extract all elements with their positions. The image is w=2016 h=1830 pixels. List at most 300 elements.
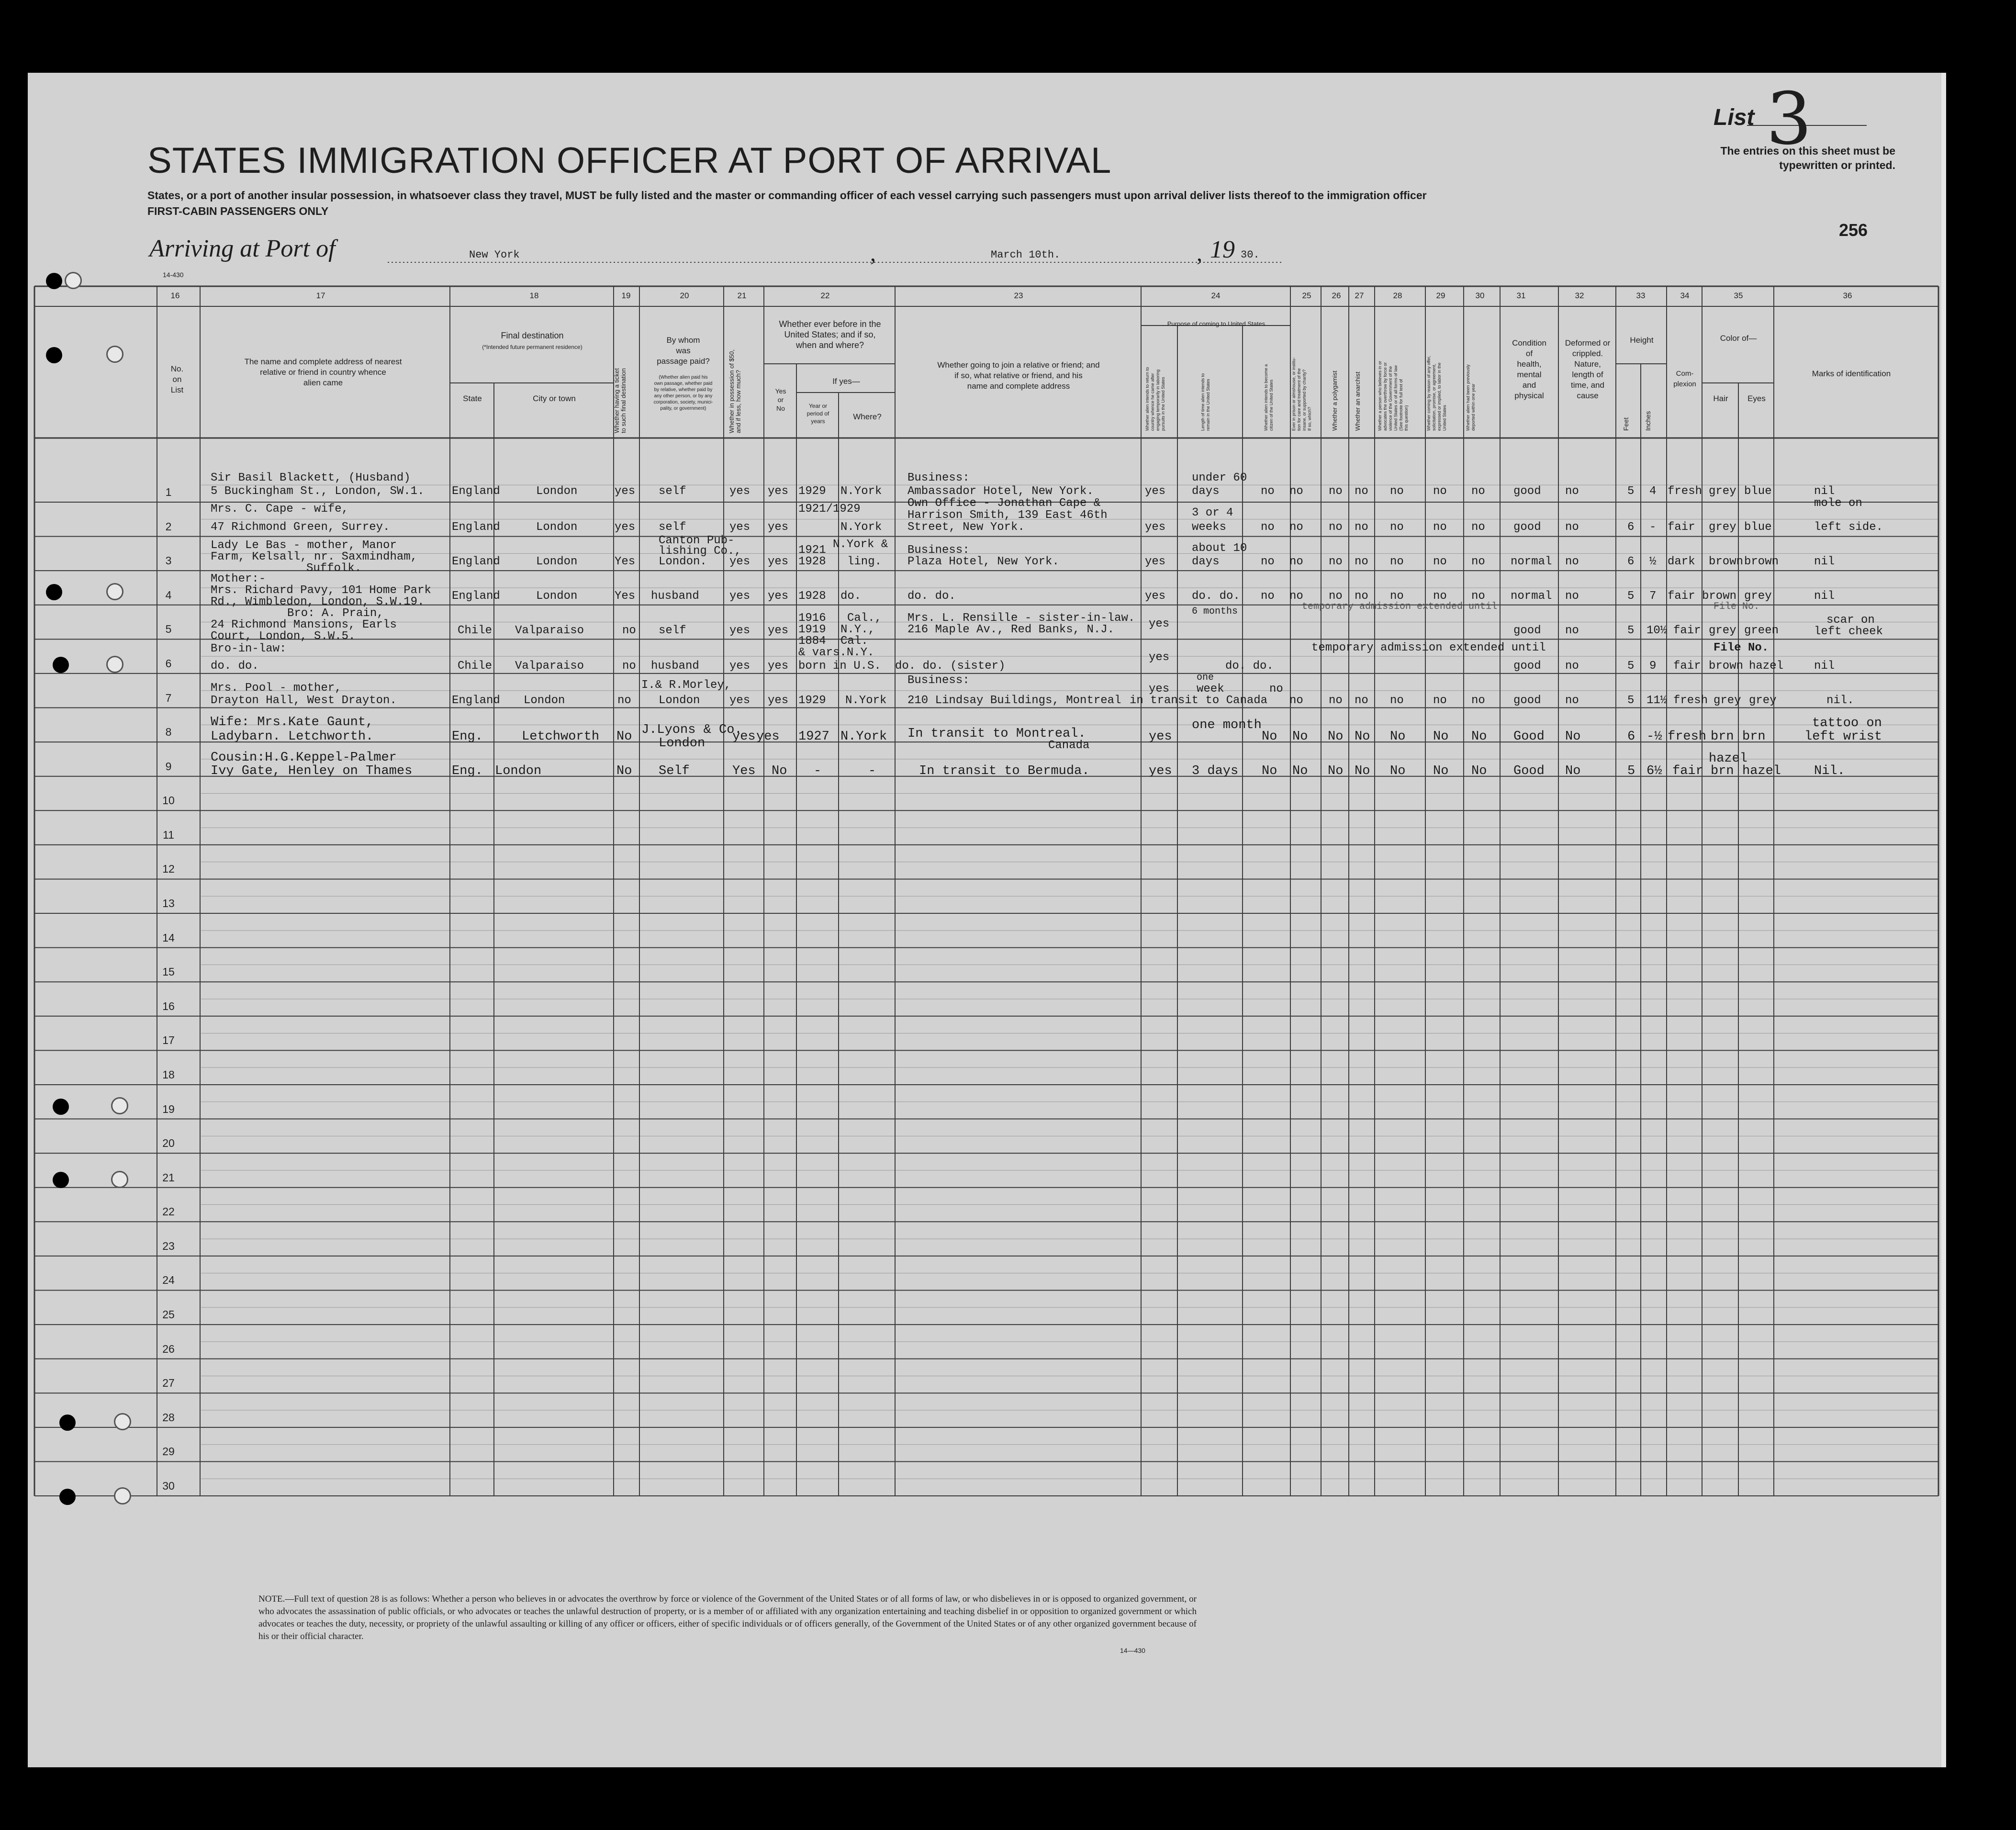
row-3-hair: brown <box>1709 555 1744 568</box>
row-4-hair: brown <box>1702 590 1737 603</box>
row-4-prison: no <box>1289 590 1303 603</box>
row-1-length-line2: days <box>1192 485 1220 498</box>
row-5-purpose: yes <box>1149 617 1170 630</box>
col-num-18: 18 <box>529 291 539 300</box>
row-9-before: No <box>772 764 787 778</box>
row-number: 24 <box>162 1274 175 1287</box>
header-year: Year or period of years <box>806 403 829 425</box>
header-complexion: Com- plexion <box>1673 370 1696 388</box>
row-6-paid: husband <box>651 660 699 673</box>
row-9-state: Eng. <box>452 764 483 778</box>
row-3-join-line2: Plaza Hotel, New York. <box>907 555 1059 568</box>
row-1-year: 1929 <box>798 485 826 498</box>
row-2-paid: self <box>659 521 686 534</box>
row-4-before: yes <box>768 590 789 603</box>
row-number: 28 <box>162 1411 175 1424</box>
row-6-where: & vars.N.Y. <box>798 646 874 659</box>
row-5-extension-note: temporary admission extended until <box>1302 601 1498 612</box>
row-1-name-line1: Sir Basil Blackett, (Husband) <box>211 472 411 484</box>
row-number: 18 <box>162 1068 175 1081</box>
row-number: 10 <box>162 794 175 807</box>
row-1-length-line1: under 60 <box>1192 472 1247 484</box>
row-number: 23 <box>162 1239 175 1252</box>
binder-hole-ring <box>106 656 123 673</box>
row-3-inches: ½ <box>1649 555 1657 568</box>
row-8-join-line1: In transit to Montreal. <box>907 727 1086 741</box>
col-num-21: 21 <box>737 291 747 300</box>
row-number: 17 <box>162 1034 175 1047</box>
row-1-paid: self <box>659 485 686 498</box>
row-7-question-28: no <box>1390 694 1404 707</box>
row-3-name-line3: Suffolk. <box>306 562 362 575</box>
row-5-hair: grey <box>1709 624 1736 637</box>
col-num-31: 31 <box>1516 291 1526 300</box>
binder-hole-ring <box>111 1097 128 1114</box>
row-7-year: 1929 <box>798 694 826 707</box>
header-join-relative: Whether going to join a relative or friend; and if so, what relative or friend, and his name and complete address <box>937 360 1100 391</box>
row-7-ticket: no <box>617 694 631 707</box>
binder-hole <box>46 273 62 289</box>
row-5-join-line2: 216 Maple Av., Red Banks, N.J. <box>907 623 1115 636</box>
row-1-inches: 4 <box>1649 485 1657 498</box>
row-number: 27 <box>162 1377 175 1390</box>
row-number: 4 <box>165 588 172 601</box>
date-value: March 10th. <box>991 249 1061 261</box>
row-2-question-28: no <box>1390 521 1404 534</box>
header-ticket: Whether having a ticket to such final destination <box>613 368 627 433</box>
header-question-28: Whether a person who believes in or advocates the overthrow by force or violence of the Government of the United States or of all forms of law (See footnote for full text of this question) <box>1378 360 1409 431</box>
row-3-polygamist: no <box>1329 555 1343 568</box>
header-anarchist: Whether an anarchist <box>1354 371 1361 431</box>
row-6-complexion: fair <box>1673 660 1701 673</box>
page-number: 256 <box>1839 220 1868 240</box>
row-2-ticket: yes <box>615 521 636 534</box>
col-num-32: 32 <box>1575 291 1584 300</box>
row-6-deformed: no <box>1565 660 1579 673</box>
row-1-state: England <box>452 485 500 498</box>
row-1-complexion: fresh <box>1668 485 1702 498</box>
col-num-36: 36 <box>1843 291 1852 300</box>
col-num-34: 34 <box>1680 291 1690 300</box>
row-6-purpose: yes <box>1149 651 1170 664</box>
row-8-labor-offer: No <box>1433 730 1449 744</box>
row-2-deformed: no <box>1565 521 1579 534</box>
row-1-labor-offer: no <box>1433 485 1447 498</box>
row-6-before: yes <box>768 660 789 673</box>
binder-hole-ring <box>111 1171 128 1188</box>
row-7-city: London <box>524 694 565 707</box>
row-5-marks-line1: scar on <box>1826 614 1875 627</box>
row-9-city: London <box>495 764 542 778</box>
row-number: 15 <box>162 966 175 978</box>
col-num-33: 33 <box>1636 291 1646 300</box>
header-labor-offer: Whether coming by reason of any offer, solicitation, promise, or agreement, expressed or implied, to labor in the United States <box>1426 356 1447 431</box>
col-num-27: 27 <box>1355 291 1364 300</box>
row-2-year: 1921/1929 <box>798 503 861 516</box>
row-3-prison: no <box>1289 555 1303 568</box>
row-9-year: - <box>814 764 822 778</box>
row-3-purpose: yes <box>1145 555 1166 568</box>
row-7-feet: 5 <box>1627 694 1635 707</box>
row-7-complexion: fresh <box>1673 694 1708 707</box>
row-9-name-line2: Ivy Gate, Henley on Thames <box>211 764 413 778</box>
row-7-paid-line2: London <box>659 694 700 707</box>
row-8-join-line2: Canada <box>1048 739 1090 752</box>
row-4-anarchist: no <box>1355 590 1368 603</box>
row-8-polygamist: No <box>1328 730 1344 744</box>
row-9-length: 3 days <box>1192 764 1239 778</box>
year-prefix: 19 <box>1210 236 1235 263</box>
row-8-state: Eng. <box>452 730 483 744</box>
header-passage-paid: By whom was passage paid? <box>657 336 710 366</box>
row-8-marks-line2: left wrist <box>1804 730 1882 744</box>
row-7-purpose: yes <box>1149 683 1170 696</box>
row-number: 7 <box>165 691 172 704</box>
row-5-year-line3: 1884 <box>798 635 826 648</box>
row-7-name-line1: Mrs. Pool - mother, <box>211 682 342 695</box>
row-6-name-line1: Bro-in-law: <box>211 642 287 655</box>
row-7-length-note1: one <box>1197 672 1214 683</box>
row-number: 30 <box>162 1480 175 1492</box>
row-3-feet: 6 <box>1627 555 1635 568</box>
row-2-purpose: yes <box>1145 521 1166 534</box>
row-6-ticket: no <box>622 660 636 673</box>
row-1-eyes: blue <box>1744 485 1772 498</box>
row-3-fifty: yes <box>729 555 750 568</box>
row-8-marks-line1: tattoo on <box>1812 716 1882 730</box>
row-8-year: 1927 <box>798 730 829 744</box>
row-5-before: yes <box>768 624 789 637</box>
row-number: 6 <box>165 657 172 670</box>
row-2-health: good <box>1513 521 1541 534</box>
row-8-citizen: No <box>1262 730 1277 744</box>
header-citizen-intent: Whether alien intends to become a citizen of the United States <box>1264 364 1274 431</box>
row-2-join-line2: Harrison Smith, 139 East 46th <box>907 509 1108 522</box>
row-5-marks-line2: left cheek <box>1814 625 1883 638</box>
row-3-health: normal <box>1511 555 1552 568</box>
row-2-polygamist: no <box>1329 521 1343 534</box>
col-num-29: 29 <box>1436 291 1445 300</box>
row-3-ticket: Yes <box>615 555 636 568</box>
row-1-polygamist: no <box>1329 485 1343 498</box>
row-8-before: yes <box>756 730 780 744</box>
row-8-name-line2: Ladybarn. Letchworth. <box>211 730 374 744</box>
row-number: 22 <box>162 1205 175 1218</box>
row-2-eyes: blue <box>1744 521 1772 534</box>
col-num-25: 25 <box>1302 291 1311 300</box>
row-9-where: - <box>868 764 876 778</box>
row-4-name-line1: Mother:- <box>211 573 266 585</box>
row-1-feet: 5 <box>1627 485 1635 498</box>
row-9-inches: 6½ <box>1646 764 1662 778</box>
row-2-feet: 6 <box>1627 521 1635 534</box>
row-6-fifty: yes <box>729 660 750 673</box>
header-final-destination: Final destination <box>501 331 564 340</box>
binder-hole-ring <box>65 272 82 289</box>
row-8-health: Good <box>1513 730 1545 744</box>
row-5-where-line3: Cal. <box>840 635 868 648</box>
row-9-join: In transit to Bermuda. <box>919 764 1090 778</box>
row-9-question-28: No <box>1390 764 1406 778</box>
form-code: 14-430 <box>163 271 184 279</box>
row-2-prison: no <box>1289 521 1303 534</box>
row-5-city: Valparaiso <box>515 624 584 637</box>
row-8-inches: -½ <box>1646 730 1662 744</box>
row-6-name-line2: do. do. <box>211 660 259 673</box>
year-suffix: 30. <box>1241 249 1260 261</box>
row-3-length-line2: days <box>1192 555 1220 568</box>
header-prison: Ever in prison or almshouse, or institu- tion for care and treatment of the insane, or supported by charity? If so, which? <box>1291 357 1312 431</box>
row-9-anarchist: No <box>1355 764 1370 778</box>
row-3-citizen: no <box>1261 555 1275 568</box>
row-number: 29 <box>162 1445 175 1458</box>
row-4-name-line2: Mrs. Richard Pavy, 101 Home Park <box>211 584 431 597</box>
row-3-deformed: no <box>1565 555 1579 568</box>
row-7-polygamist: no <box>1329 694 1343 707</box>
row-8-fifty: yes <box>732 730 756 744</box>
entries-note: The entries on this sheet must be typewritten or printed. <box>1720 145 1895 171</box>
row-4-where: do. <box>840 590 862 603</box>
row-4-eyes: grey <box>1744 590 1772 603</box>
row-5-name-line1: Bro: A. Prain, <box>287 607 384 620</box>
col-num-16: 16 <box>170 291 180 300</box>
binder-hole <box>53 1099 69 1115</box>
row-5-where-line1: Cal., <box>847 612 882 625</box>
row-4-city: London <box>536 590 578 603</box>
row-2-name-line1: Mrs. C. Cape - wife, <box>211 503 349 516</box>
col-num-23: 23 <box>1014 291 1023 300</box>
header-no-on-list: No. on List <box>170 364 184 394</box>
binder-hole <box>53 657 69 673</box>
row-1-marks: nil <box>1814 485 1835 498</box>
row-1-health: good <box>1513 485 1541 498</box>
row-3-anarchist: no <box>1355 555 1368 568</box>
row-2-labor-offer: no <box>1433 521 1447 534</box>
row-9-hair-line1: hazel <box>1709 752 1748 766</box>
row-1-purpose: yes <box>1145 485 1166 498</box>
row-3-paid-line2: lishing Co., <box>659 545 741 558</box>
binder-hole <box>46 584 62 600</box>
row-9-complexion: fair <box>1672 764 1703 778</box>
row-8-purpose: yes <box>1149 730 1172 744</box>
row-3-city: London <box>536 555 578 568</box>
row-8-deported: No <box>1471 730 1487 744</box>
row-9-prison: No <box>1292 764 1308 778</box>
row-5-year-line1: 1916 <box>798 612 826 625</box>
row-1-city: London <box>536 485 578 498</box>
row-1-fifty: yes <box>729 485 750 498</box>
row-1-citizen: no <box>1261 485 1275 498</box>
row-6-inches: 9 <box>1649 660 1657 673</box>
row-6-file-label: File No. <box>1714 641 1769 654</box>
row-1-prison: no <box>1289 485 1303 498</box>
row-1-deported: no <box>1471 485 1485 498</box>
row-2-before: yes <box>768 521 789 534</box>
header-where: Where? <box>853 412 882 421</box>
row-number: 8 <box>165 726 172 739</box>
row-4-complexion: fair <box>1668 590 1695 603</box>
header-health: Condition of health, mental and physical <box>1512 338 1546 400</box>
row-9-fifty: Yes <box>732 764 756 778</box>
row-7-fifty: yes <box>729 694 750 707</box>
binder-hole <box>46 347 62 363</box>
row-number: 9 <box>165 760 172 773</box>
row-8-complexion: fresh <box>1668 730 1707 744</box>
header-inches: Inches <box>1644 411 1652 431</box>
row-2-fifty: yes <box>729 521 750 534</box>
row-1-anarchist: no <box>1355 485 1368 498</box>
header-feet: Feet <box>1622 417 1630 431</box>
row-3-join-line1: Business: <box>907 544 970 557</box>
row-6-join: do. do. (sister) <box>895 660 1006 673</box>
row-2-join-line1: Own Office - Jonathan Cape & <box>907 497 1101 510</box>
row-8-feet: 6 <box>1627 730 1635 744</box>
row-3-marks: nil <box>1814 555 1835 568</box>
row-4-join: do. do. <box>907 590 956 603</box>
row-5-state: Chile <box>458 624 493 637</box>
row-4-paid: husband <box>651 590 699 603</box>
row-number: 3 <box>165 554 172 567</box>
header-if-yes: If yes— <box>832 377 860 386</box>
row-7-state: England <box>452 694 500 707</box>
row-3-labor-offer: no <box>1433 555 1447 568</box>
row-4-deformed: no <box>1565 590 1579 603</box>
binder-hole-ring <box>106 346 123 363</box>
row-8-anarchist: No <box>1355 730 1370 744</box>
row-7-health: good <box>1513 694 1541 707</box>
header-purpose: Purpose of coming to United States <box>1167 320 1266 327</box>
row-2-deported: no <box>1471 521 1485 534</box>
row-4-polygamist: no <box>1329 590 1343 603</box>
row-1-join-line1: Business: <box>907 472 970 484</box>
row-1-ticket: yes <box>615 485 636 498</box>
row-5-inches: 10½ <box>1646 624 1668 637</box>
row-5-eyes: green <box>1744 624 1779 637</box>
row-number: 2 <box>165 520 172 533</box>
header-city: City or town <box>533 394 576 403</box>
row-5-join-line1: Mrs. L. Rensille - sister-in-law. <box>907 612 1135 625</box>
binder-hole <box>59 1489 76 1505</box>
row-3-name-line1: Lady Le Bas - mother, Manor <box>211 539 397 552</box>
row-5-file-label: File No. <box>1714 601 1760 612</box>
row-7-where: N.York <box>845 694 887 707</box>
row-5-length: 6 months <box>1192 606 1238 617</box>
header-nearest-relative: The name and complete address of nearest relative or friend in country whence alien came <box>244 357 402 387</box>
header-fifty-dollars: Whether in possession of $50, and if less, how much? <box>728 349 742 433</box>
row-2-join-line3: Street, New York. <box>907 521 1025 534</box>
row-number: 14 <box>162 931 175 944</box>
col-num-17: 17 <box>316 291 325 300</box>
col-num-35: 35 <box>1734 291 1743 300</box>
row-9-name-line1: Cousin:H.G.Keppel-Palmer <box>211 751 397 765</box>
row-9-deformed: No <box>1565 764 1581 778</box>
header-color-of: Color of— <box>1720 334 1757 343</box>
row-4-marks: nil <box>1814 590 1835 603</box>
col-num-24: 24 <box>1211 291 1221 300</box>
row-number: 1 <box>165 486 172 498</box>
row-4-deported: no <box>1471 590 1485 603</box>
row-5-paid: self <box>659 624 686 637</box>
header-polygamist: Whether a polygamist <box>1331 370 1338 431</box>
row-5-deformed: no <box>1565 624 1579 637</box>
row-number: 11 <box>163 828 174 841</box>
row-number: 5 <box>165 623 172 636</box>
row-number: 16 <box>162 999 175 1012</box>
row-9-feet: 5 <box>1627 764 1635 778</box>
row-8-prison: No <box>1292 730 1308 744</box>
row-number: 13 <box>162 897 175 910</box>
binder-hole <box>53 1172 69 1188</box>
row-1-before: yes <box>768 485 789 498</box>
binder-hole-ring <box>114 1487 131 1504</box>
row-3-year-line1: 1921 <box>798 544 826 557</box>
row-8-length: one month <box>1192 718 1262 732</box>
row-3-deported: no <box>1471 555 1485 568</box>
row-7-paid-line1: I.& R.Morley, <box>641 679 731 692</box>
header-passage-paid-note: (Whether alien paid his own passage, whether paid by relative, whether paid by any other person, or by any corporation, society, munici- pality, or government) <box>653 375 713 411</box>
row-8-eyes: brn <box>1742 730 1766 744</box>
header-final-destination-note: (*Intended future permanent residence) <box>482 344 582 350</box>
comma: , <box>870 241 876 266</box>
row-7-deported: no <box>1471 694 1485 707</box>
header-marks: Marks of identification <box>1812 369 1891 378</box>
row-9-polygamist: No <box>1328 764 1344 778</box>
row-5-ticket: no <box>622 624 636 637</box>
row-2-anarchist: no <box>1355 521 1368 534</box>
row-2-state: England <box>452 521 500 534</box>
row-8-question-28: No <box>1390 730 1406 744</box>
row-7-prison: no <box>1289 694 1303 707</box>
footnote-code: 14—430 <box>1120 1647 1145 1654</box>
row-9-eyes: hazel <box>1742 764 1781 778</box>
row-9-marks: Nil. <box>1814 764 1845 778</box>
row-2-name-line2: 47 Richmond Green, Surrey. <box>211 521 390 534</box>
row-8-deformed: No <box>1565 730 1581 744</box>
row-number: 12 <box>162 863 175 876</box>
row-4-fifty: yes <box>729 590 750 603</box>
row-2-where: N.York <box>840 521 882 534</box>
row-6-state: Chile <box>458 660 493 673</box>
row-7-marks: nil. <box>1826 694 1854 707</box>
row-6-health: good <box>1513 660 1541 673</box>
row-3-question-28: no <box>1390 555 1404 568</box>
row-3-where-line1: N.York & <box>833 538 888 551</box>
row-7-join-line2: 210 Lindsay Buildings, Montreal <box>907 694 1121 707</box>
row-9-deported: No <box>1471 764 1487 778</box>
col-num-30: 30 <box>1475 291 1485 300</box>
row-2-complexion: fair <box>1668 521 1695 534</box>
header-ever-before: Whether ever before in the United States; and if so, when and where? <box>779 319 881 350</box>
row-5-complexion: fair <box>1673 624 1701 637</box>
row-7-deformed: no <box>1565 694 1579 707</box>
row-3-where-line2: ling. <box>847 555 882 568</box>
row-3-state: England <box>452 555 500 568</box>
row-8-paid-line1: J.Lyons & Co. <box>641 723 742 737</box>
row-2-citizen: no <box>1261 521 1275 534</box>
row-4-question-28: no <box>1390 590 1404 603</box>
row-number: 25 <box>162 1308 175 1321</box>
row-8-ticket: No <box>616 730 632 744</box>
col-num-28: 28 <box>1393 291 1402 300</box>
row-7-before: yes <box>768 694 789 707</box>
row-5-feet: 5 <box>1627 624 1635 637</box>
row-6-extension-note: temporary admission extended until <box>1311 641 1546 654</box>
row-7-name-line2: Drayton Hall, West Drayton. <box>211 694 397 707</box>
row-3-paid-line3: London. <box>659 555 707 568</box>
row-8-hair: brn <box>1711 730 1734 744</box>
binder-hole-ring <box>106 583 123 600</box>
row-9-hair: brn <box>1711 764 1734 778</box>
